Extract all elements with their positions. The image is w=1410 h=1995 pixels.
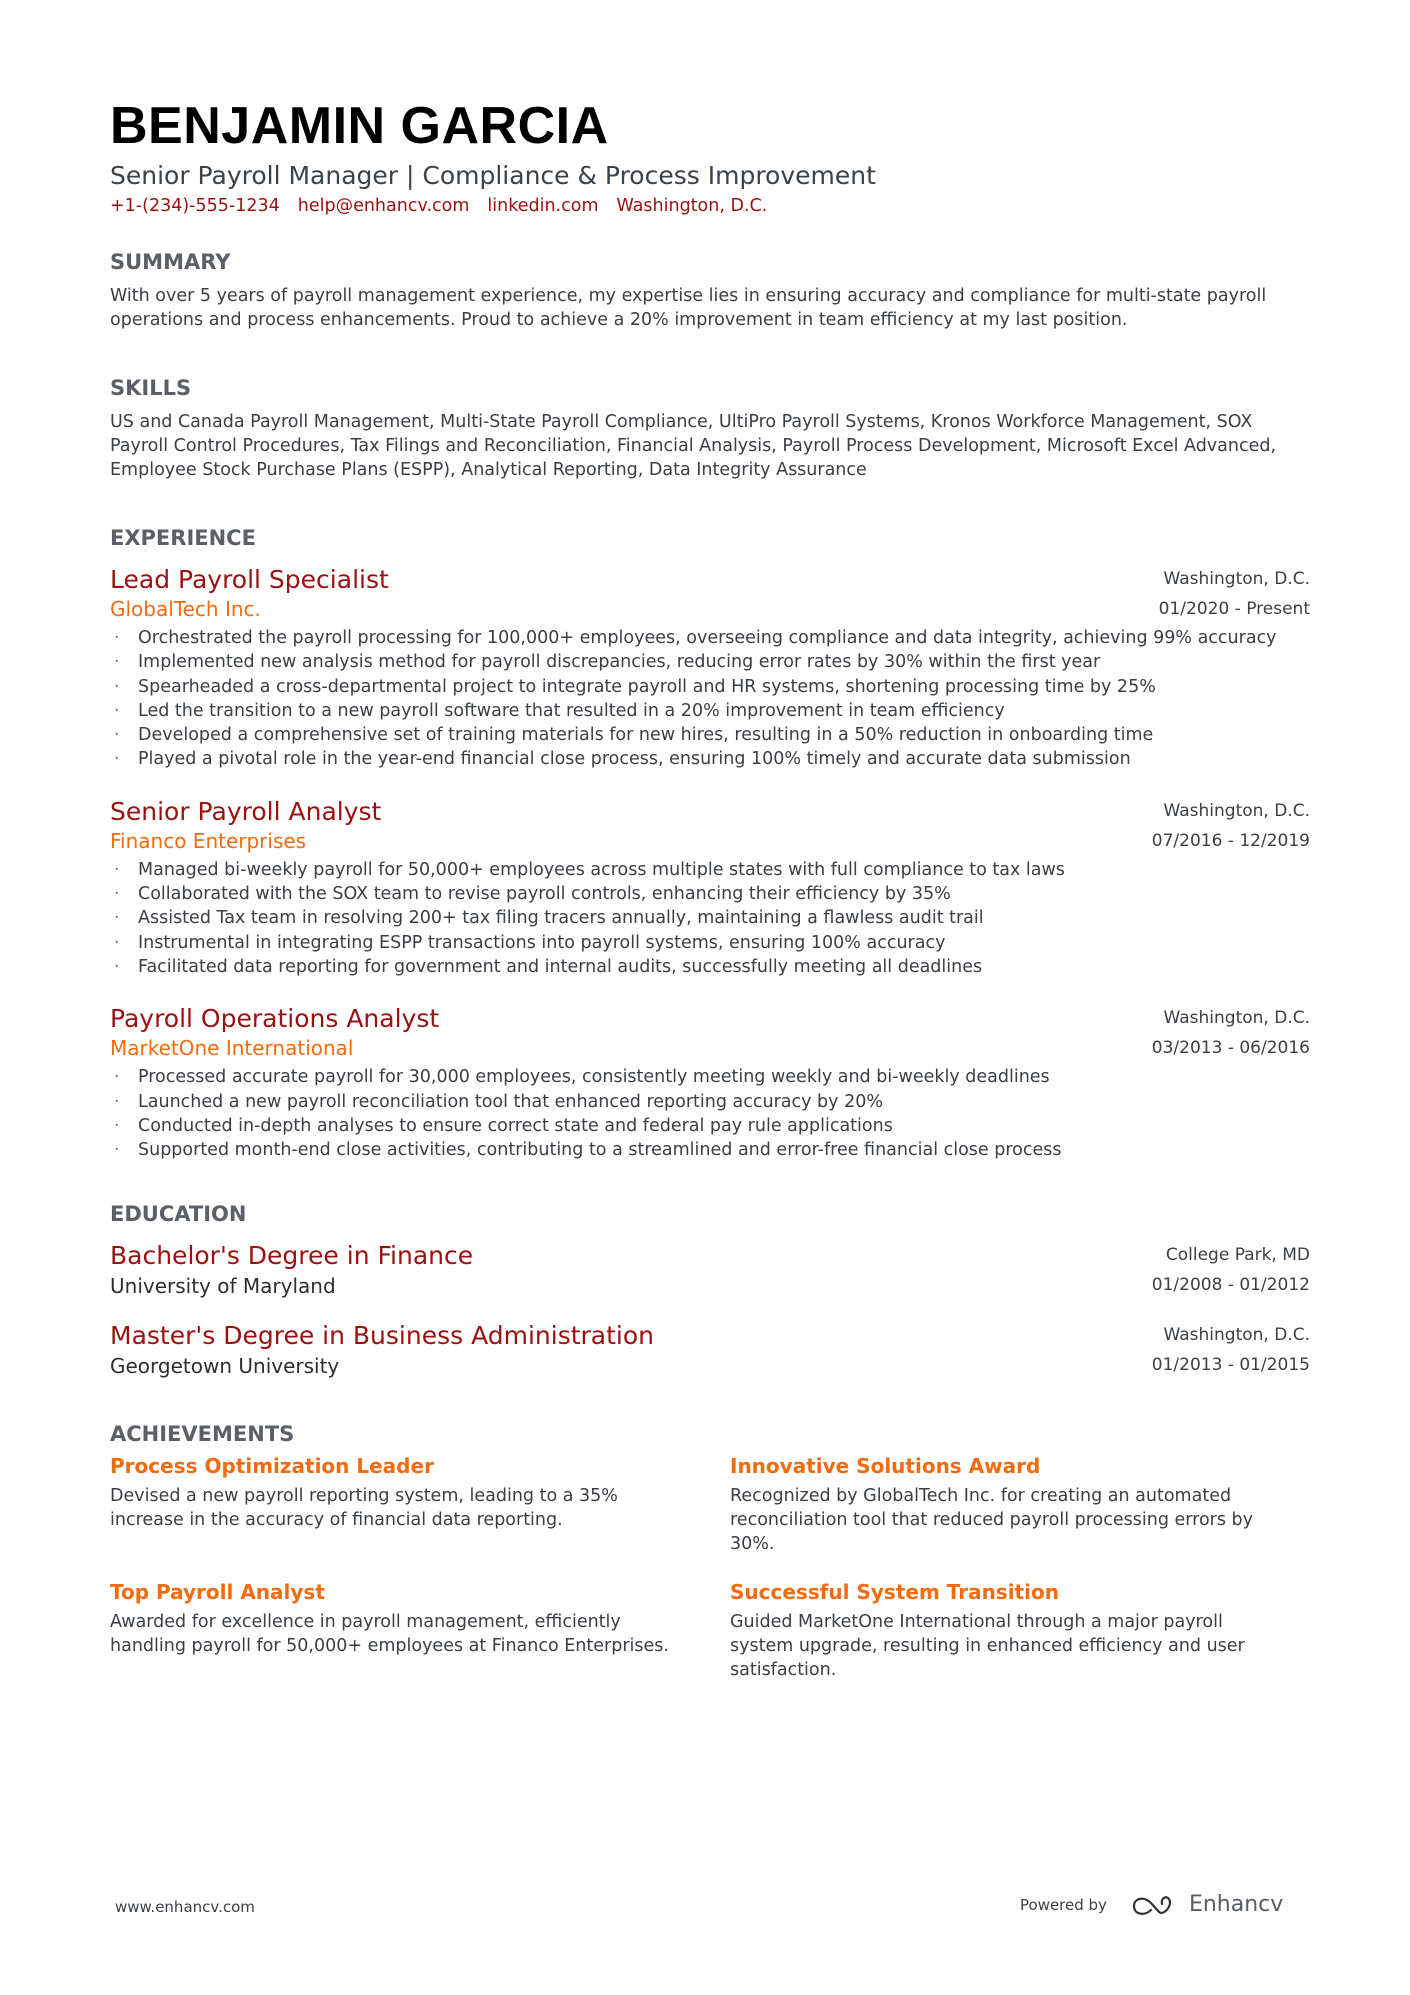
company-name: GlobalTech Inc. [110,597,261,621]
achievement-item [730,1452,1310,1556]
education-heading: EDUCATION [110,1202,247,1227]
skills-text: US and Canada Payroll Management, Multi-State Payroll Compliance, UltiPro Payroll Systems, Kronos Workforce Management, SOX Payroll Control Procedures, Tax Filings and Reconciliation, Financial Analysis, Payroll Process Development, Microsoft Excel Advanced, Employee Stock Purchase Plans (ESPP), Analytical Reporting, Data Integrity Assurance [110,412,1277,480]
candidate-title: Senior Payroll Manager | Compliance & Process Improvement [110,161,876,190]
job-bullet: · Spearheaded a cross-departmental project to integrate payroll and HR systems, shortening processing time by 25% [110,675,1310,699]
education-entry [110,1320,1310,1380]
job-bullet: · Assisted Tax team in resolving 200+ tax filing tracers annually, maintaining a flawless audit trail [110,906,1310,930]
experience-heading: EXPERIENCE [110,526,256,550]
achievement-text: Recognized by GlobalTech Inc. for creating an automated reconciliation tool that reduced payroll processing errors by 30%. [730,1486,1254,1555]
powered-by [1020,1892,1283,1917]
job-location: Washington, D.C. [1163,800,1310,821]
skills-heading: SKILLS [110,376,192,400]
experience-list [110,564,1310,1162]
degree: Master's Degree in Business Administration [110,1321,655,1351]
summary-heading: SUMMARY [110,250,231,274]
achievement-title: Top Payroll Analyst [110,1580,325,1605]
enhancv-brand-name: Enhancv [1188,1892,1284,1917]
achievements-grid [110,1452,1310,1682]
job-entry [110,564,1310,772]
job-title: Lead Payroll Specialist [110,565,389,594]
job-location: Washington, D.C. [1163,569,1310,589]
location: Washington, D.C. [616,196,768,216]
job-bullets [110,1065,1310,1162]
achievement-title: Successful System Transition [730,1580,1059,1605]
job-bullet: · Led the transition to a new payroll software that resulted in a 20% improvement in team efficiency [110,699,1310,723]
job-location: Washington, D.C. [1163,1008,1310,1029]
linkedin-link[interactable]: linkedin.com [487,196,599,216]
candidate-name: BENJAMIN GARCIA [110,97,609,155]
job-entry [110,796,1310,979]
job-entry [110,1003,1310,1162]
achievements-heading: ACHIEVEMENTS [110,1422,295,1447]
enhancv-logo-icon [1131,1893,1177,1917]
job-bullet: · Managed bi-weekly payroll for 50,000+ employees across multiple states with full compliance to tax laws [110,858,1310,882]
achievement-text: Devised a new payroll reporting system, leading to a 35% increase in the accuracy of financial data reporting. [110,1486,618,1531]
enhancv-logo[interactable] [1131,1892,1283,1917]
degree: Bachelor's Degree in Finance [110,1241,474,1271]
company-name: MarketOne International [110,1036,354,1061]
job-bullet: · Collaborated with the SOX team to revise payroll controls, enhancing their efficiency by 35% [110,882,1310,906]
achievement-text: Awarded for excellence in payroll management, efficiently handling payroll for 50,000+ employees at Financo Enterprises. [110,1612,669,1657]
job-bullet: · Supported month-end close activities, contributing to a streamlined and error-free financial close process [110,1138,1310,1162]
job-bullet: · Conducted in-depth analyses to ensure correct state and federal pay rule applications [110,1114,1310,1138]
job-bullet: · Facilitated data reporting for government and internal audits, successfully meeting all deadlines [110,955,1310,979]
job-dates: 03/2013 - 06/2016 [1151,1038,1310,1059]
job-dates: 07/2016 - 12/2019 [1151,830,1310,851]
achievement-item [110,1578,690,1682]
job-bullets [110,626,1310,772]
education-location: College Park, MD [1165,1245,1310,1266]
education-dates: 01/2013 - 01/2015 [1151,1355,1310,1376]
job-dates: 01/2020 - Present [1158,599,1310,619]
job-bullet: · Developed a comprehensive set of training materials for new hires, resulting in a 50% reduction in onboarding time [110,723,1310,747]
phone-link[interactable]: +1-(234)-555-1234 [110,196,280,216]
contact-info [110,196,1310,216]
job-bullet: · Orchestrated the payroll processing for 100,000+ employees, overseeing compliance and data integrity, achieving 99% accuracy [110,626,1310,650]
school-name: Georgetown University [110,1354,340,1379]
school-name: University of Maryland [110,1274,336,1299]
company-name: Financo Enterprises [110,828,307,853]
achievement-title: Innovative Solutions Award [730,1454,1041,1479]
powered-by-label: Powered by [1020,1895,1107,1914]
education-entry [110,1240,1310,1300]
achievement-item [730,1578,1310,1682]
achievement-title: Process Optimization Leader [110,1454,434,1479]
job-title: Senior Payroll Analyst [110,796,382,826]
education-list [110,1240,1310,1380]
achievement-text: Guided MarketOne International through a major payroll system upgrade, resulting in enhanced efficiency and user satisfaction. [730,1612,1245,1681]
job-bullets [110,858,1310,979]
summary-text: With over 5 years of payroll management experience, my expertise lies in ensuring accuracy and compliance for multi-state payroll operations and process enhancements. Proud to achieve a 20% improvement in team efficiency at my last position. [110,286,1267,330]
education-location: Washington, D.C. [1163,1325,1310,1346]
resume [110,96,1310,1682]
education-dates: 01/2008 - 01/2012 [1151,1275,1310,1296]
website-link[interactable]: www.enhancv.com [115,1898,255,1916]
job-bullet: · Implemented new analysis method for payroll discrepancies, reducing error rates by 30% within the first year [110,650,1310,674]
job-bullet: · Launched a new payroll reconciliation tool that enhanced reporting accuracy by 20% [110,1090,1310,1114]
job-bullet: · Instrumental in integrating ESPP transactions into payroll systems, ensuring 100% accuracy [110,931,1310,955]
email-link[interactable]: help@enhancv.com [297,196,470,216]
job-bullet: · Played a pivotal role in the year-end financial close process, ensuring 100% timely and accurate data submission [110,747,1310,771]
achievement-item [110,1452,690,1556]
job-bullet: · Processed accurate payroll for 30,000 employees, consistently meeting weekly and bi-weekly deadlines [110,1065,1310,1089]
job-title: Payroll Operations Analyst [110,1004,440,1034]
